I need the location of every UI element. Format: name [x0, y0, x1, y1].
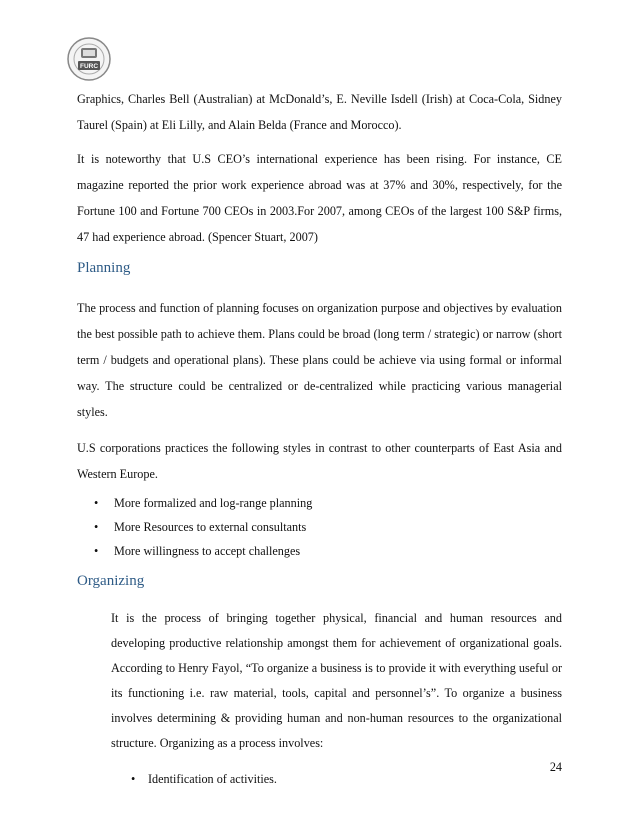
list-item-text: Identification of activities. [148, 772, 277, 786]
bullet-icon: • [131, 772, 136, 786]
list-item-text: More willingness to accept challenges [114, 544, 301, 558]
list-item-text: More formalized and log-range planning [114, 496, 313, 510]
bullet-icon: • [94, 544, 99, 558]
bullet-icon: • [94, 520, 99, 534]
bullet-icon: • [94, 496, 99, 510]
planning-bullet-list [77, 491, 562, 563]
planning-paragraph-2: U.S corporations practices the following styles in contrast to other counterparts of East Asia and Western Europe. [77, 441, 562, 481]
list-item [77, 515, 562, 539]
list-item [77, 539, 562, 563]
organizing-bullet-list [111, 768, 562, 790]
organizing-paragraph: It is the process of bringing together physical, financial and human resources and developing productive relationship amongst them for achievement of organizational goals. According to Henry Fayol, “To organize a business is to provide it with everything useful or its functioning i.e. raw material, tools, capital and personnel’s”. To organize a business involves determining & providing human and non-human resources to the organizational structure. Organizing as a process involves: [111, 611, 562, 750]
organizing-heading: Organizing [77, 573, 145, 589]
organizing-section [77, 606, 562, 790]
planning-paragraph-1: The process and function of planning focuses on organization purpose and objectives by evaluation the best possible path to achieve them. Plans could be broad (long term / strategic) or narrow (short term / budgets and operational plans). These plans could be achieve via using formal or informal way. The structure could be centralized or de-centralized while practicing various managerial styles. [77, 301, 562, 419]
logo-text: FURC [79, 63, 99, 70]
intro-paragraph-1: Graphics, Charles Bell (Australian) at McDonald’s, E. Neville Isdell (Irish) at Coca-Cola, Sidney Taurel (Spain) at Eli Lilly, and Alain Belda (France and Morocco). [77, 92, 562, 132]
planning-heading: Planning [77, 260, 131, 276]
page-number: 24 [549, 760, 562, 774]
list-item-text: More Resources to external consultants [114, 520, 307, 534]
page-body [77, 86, 562, 790]
list-item [111, 768, 562, 790]
intro-paragraph-2: It is noteworthy that U.S CEO’s international experience has been rising. For instance, CE magazine reported the prior work experience abroad was at 37% and 30%, respectively, for the Fortune 100 and Fortune 700 CEOs in 2003.For 2007, among CEOs of the largest 100 S&P firms, 47 had experience abroad. (Spencer Stuart, 2007) [77, 152, 562, 244]
university-logo [66, 36, 112, 82]
list-item [77, 491, 562, 515]
